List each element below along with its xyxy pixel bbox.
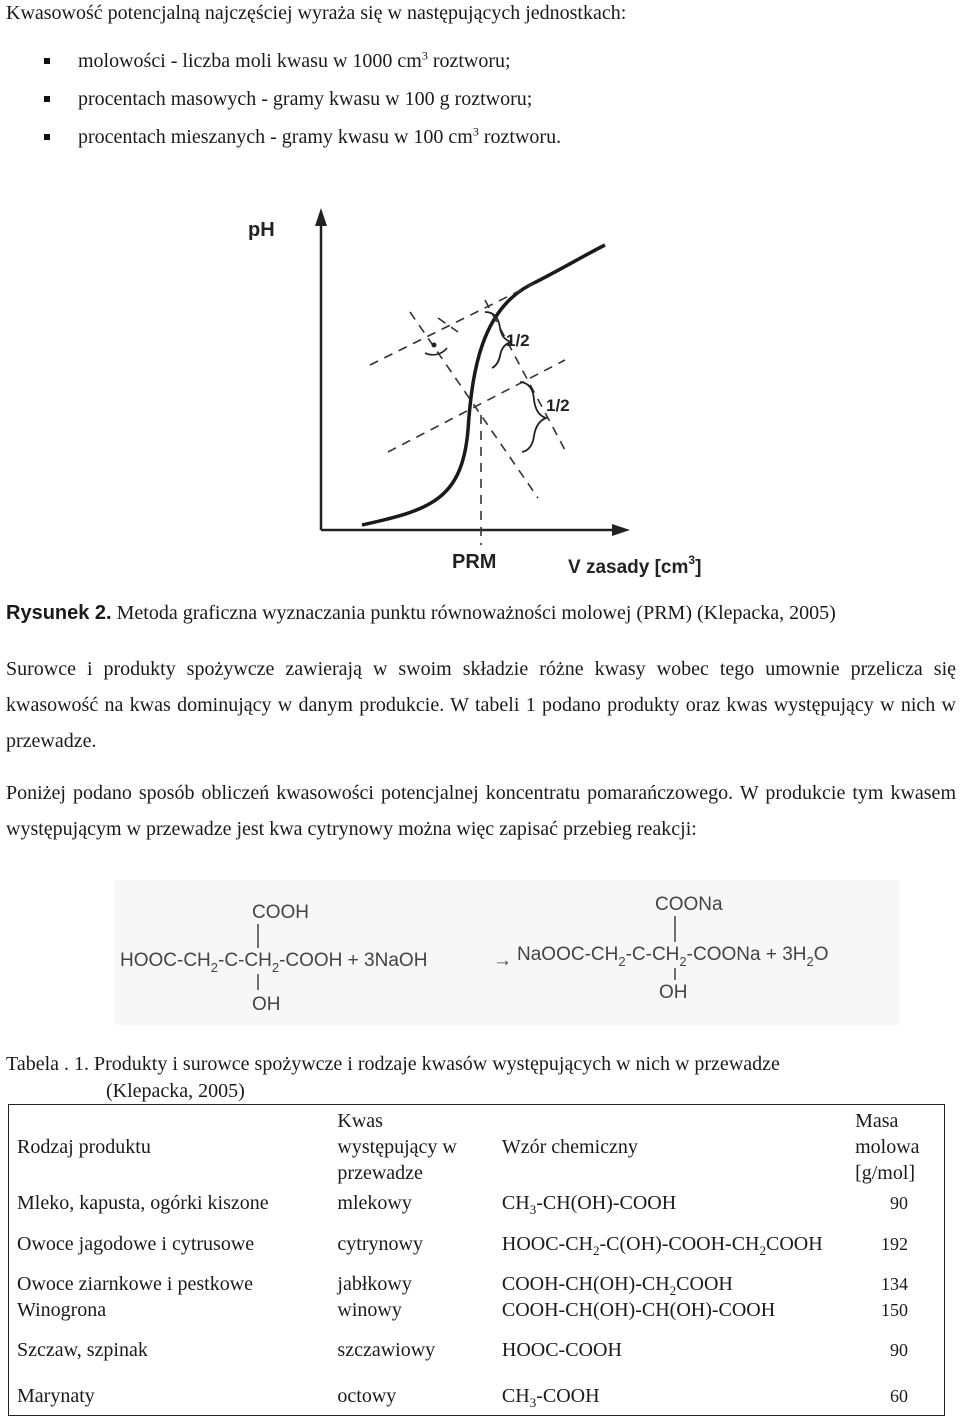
list-item: procentach masowych - gramy kwasu w 100 g roztworu; [44,86,561,124]
reaction-arrow-icon: → [493,950,512,971]
angle-arc [425,348,447,355]
table-row: Szczaw, szpinak szczawiowy HOOC-COOH 90 [17,1339,908,1361]
lower-half-label: 1/2 [546,396,570,415]
table-row: Winogrona winowy COOH-CH(OH)-CH(OH)-COOH 150 [17,1299,908,1321]
coona-group: COONa [655,894,723,915]
table-row: Marynaty octowy $CH_3$-COOH 60 [17,1384,908,1410]
angle-dot [432,343,437,348]
intro-text: Kwasowość potencjalną najczęściej wyraża się w następujących jednostkach: [6,2,627,24]
oh-group: OH [659,982,688,1003]
table-caption: Tabela . 1. Produkty i surowce spożywcze i rodzaje kwasów występujących w nich w przewadze (Klepacka, 2005) [6,1053,780,1102]
list-item: procentach mieszanych - gramy kwasu w 100 $cm^3$ roztworu. [44,124,561,162]
square-bullet-icon [44,134,50,140]
square-bullet-icon [44,96,50,102]
table-header-row [9,1105,945,1190]
table-row: Owoce jagodowe i cytrusowe cytrynowy HOOC-$CH_2-C(OH)-COOH-CH_2COOH$ 192 [17,1233,908,1258]
list-item: molowości - liczba moli kwasu w 1000 $cm^3$ roztworu; [44,48,561,86]
citric-acid-formula: HOOC-$CH_2-C-CH_2$-COOH + 3NaOH [120,950,428,975]
paragraph: Poniżej podano sposób obliczeń kwasowości potencjalnej koncentratu pomarańczowego. W produkcie tym kwasem występującym w przewadze jest kwa cytrynowy można więc zapisać przebieg reakcji: [6,782,956,840]
dashed-tangent-lines [370,283,565,545]
titration-curve-figure [230,200,730,585]
header-mass: Masa molowa [g/mol] [855,1110,920,1184]
reaction-equation [115,880,900,1025]
products-table [8,1104,945,1416]
y-axis-label: pH [248,219,275,241]
upper-half-label: 1/2 [506,331,530,350]
sodium-citrate-formula: NaOOC-$CH_2-C-CH_2$-COONa + $3H_2O$ [517,944,829,969]
lower-half-brace [520,382,546,452]
figure-caption: Rysunek 2. Metoda graficzna wyznaczania punktu równoważności molowej (PRM) (Klepacka, 2005) [6,602,836,624]
header-acid: Kwas występujący w przewadze [337,1110,457,1184]
header-formula: Wzór chemiczny [501,1136,638,1158]
cooh-group: COOH [252,902,309,923]
header-product: Rodzaj produktu [17,1136,151,1158]
square-bullet-icon [44,58,50,64]
titration-curve [362,245,605,525]
paragraph: Surowce i produkty spożywcze zawierają w swoim składzie różne kwasy wobec tego umownie przelicza się kwasowość na kwas dominujący w danym produkcie. W tabeli 1 podano produkty oraz kwas występujący w nich w przewadze. [6,658,956,752]
x-axis-label: V zasady $[cm^3]$ [568,553,702,578]
table-row: Owoce ziarnkowe i pestkowe jabłkowy COOH-$CH(OH)-CH_2COOH$ 134 [17,1273,908,1298]
prm-label: PRM [452,551,497,573]
units-list [44,48,561,162]
oh-group: OH [252,994,281,1015]
table-row: Mleko, kapusta, ogórki kiszone mlekowy $CH_3-CH(OH)$-COOH 90 [17,1192,908,1217]
